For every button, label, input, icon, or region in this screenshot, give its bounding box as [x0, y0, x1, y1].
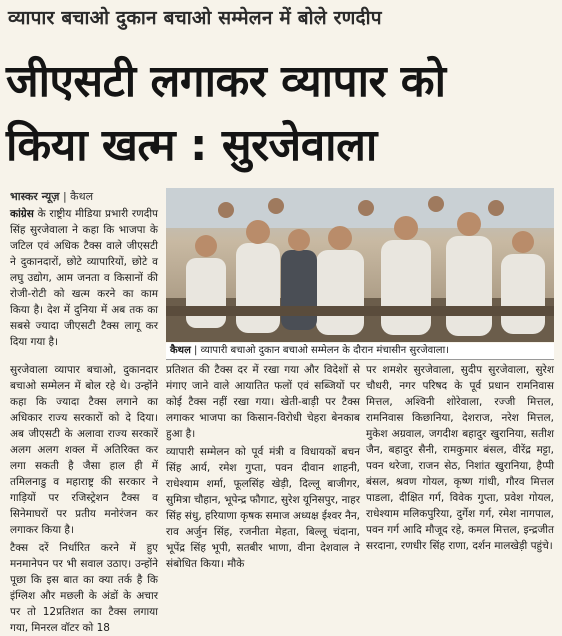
- column-3-paragraph-1: पर शमशेर सुरजेवाला, सुदीप सुरजेवाला, सुरेश चौधरी, नगर परिषद के पूर्व प्रधान रामनिवास मित्तल, अश्विनी शोरेवाला, रज्जी मित्तल, रामनिवास किछानिया, देशराज, नरेश मित्तल, मुकेश अग्रवाल, जगदीश बहादुर खुरानिया, सतीश जैन, बहादुर सैनी, रामकुमार बंसल, वीरेंद्र मट्टा, पवन थरेजा, राजन सेठ, निशांत खुरानिया, हैप्पी बंसल, श्रवण गोयल, कृष्ण गांधी, गौरव मित्तल पाडला, दीक्षित गर्ग, विवेक गुप्ता, प्रवेश गोयल, राधेश्याम मलिकपुरिया, दुर्गेश गर्ग, रमेश नागपाल, पवन गर्ग आदि मौजूद रहे, कमल मित्तल, इन्द्रजीत सरदाना, रणधीर सिंह राणा, दर्शन मालखेड़ी पहुंचे।: [366, 364, 554, 552]
- article-column-2: [166, 362, 360, 584]
- byline-place: कैथल: [70, 190, 94, 203]
- byline-bureau: भास्कर न्यूज़: [10, 190, 60, 203]
- news-photo: [166, 188, 554, 342]
- column-1-paragraph-1: सुरजेवाला व्यापार बचाओ, दुकानदार बचाओ सम्मेलन में बोल रहे थे। उन्होंने कहा कि ज्यादा टैक्स लगाने का अधिकार राज्य सरकारों को दे दिया। अब जीएसटी के अलावा राज्य सरकारें अलग अलग शक्ल में अतिरिक्त कर लगा सकती है जैसा हाल ही में तमिलनाडु व महाराष्ट्र की सरकार ने गाड़ियों पर रजिस्ट्रेशन टैक्स व सिनेमाघरों पर प्रतीय मनोरंजन कर लगाकर किया है।: [10, 364, 158, 536]
- byline-separator: |: [62, 190, 71, 203]
- column-1-paragraph-2: टैक्स दरें निर्धारित करने में हुए मनमानेपन पर भी सवाल उठाए। उन्होंने पूछा कि इस बात का क्या तर्क है कि इंग्लिश और मछली के अंडों के अचार पर तो 12प्रतिशत का टैक्स लगाया गया, मिनरल वॉटर को 18: [10, 542, 158, 634]
- news-photo-image: [166, 188, 554, 342]
- photo-caption: [166, 343, 554, 359]
- caption-separator: |: [194, 345, 201, 356]
- kicker-headline: व्यापार बचाओ दुकान बचाओ सम्मेलन में बोले रणदीप: [8, 7, 382, 29]
- headline-line-1: जीएसटी लगाकर व्यापार को: [6, 56, 446, 107]
- headline-line-2: किया खत्म : सुरजेवाला: [6, 120, 377, 171]
- article-column-3: [366, 362, 554, 584]
- caption-label: कैथल: [170, 345, 191, 356]
- caption-text: व्यापारी बचाओ दुकान बचाओ सम्मेलन के दौरान मंचासीन सुरजेवाला।: [200, 345, 449, 356]
- byline: [10, 189, 158, 204]
- lede-paragraph: [10, 206, 158, 356]
- column-2-paragraph-2: व्यापारी सम्मेलन को पूर्व मंत्री व विधायकों बचन सिंह आर्य, रमेश गुप्ता, पवन दीवान शाहनी, राधेश्याम शर्मा, फूलसिंह खेड़ी, दिल्लू बाजीगर, सुमित्रा चौहान, भूपेन्द्र फौगाट, सुरेश यूनिसपुर, नाहर सिंह संधु, हरियाणा कृषक समाज अध्यक्ष ईश्वर नैन, राव अर्जुन सिंह, रजनीता मेहता, बिल्लू चंदाना, भूपेंद्र सिंह भूपी, सतबीर भाणा, वीना देशवाल ने संबोधित किया। मौके: [166, 446, 361, 570]
- article-column-1: [10, 362, 158, 634]
- lede-text: के राष्ट्रीय मीडिया प्रभारी रणदीप सिंह सुरजेवाला ने कहा कि भाजपा के जटिल एवं अधिक टैक्स वाले जीएसटी ने दुकानदारों, छोटे व्यापारियों, छोटे व लघु उद्योग, आम जनता व किसानों की रोजी-रोटी को खत्म करने का काम किया है। देश में दुनिया में अब तक का सबसे ज्यादा जीएसटी टैक्स लागू कर दिया गया है।: [10, 208, 159, 348]
- caption-divider: [166, 359, 554, 360]
- lede-lead-word: कांग्रेस: [10, 208, 34, 220]
- column-2-paragraph-1: प्रतिशत की टैक्स दर में रखा गया और विदेशों से मंगाए जाने वाले आयातित फलों एवं सब्जियों पर कोई टैक्स नहीं रखा गया। खेती-बाड़ी पर टैक्स लगाकर भाजपा का किसान-विरोधी चेहरा बेनकाब हुआ है।: [166, 364, 360, 440]
